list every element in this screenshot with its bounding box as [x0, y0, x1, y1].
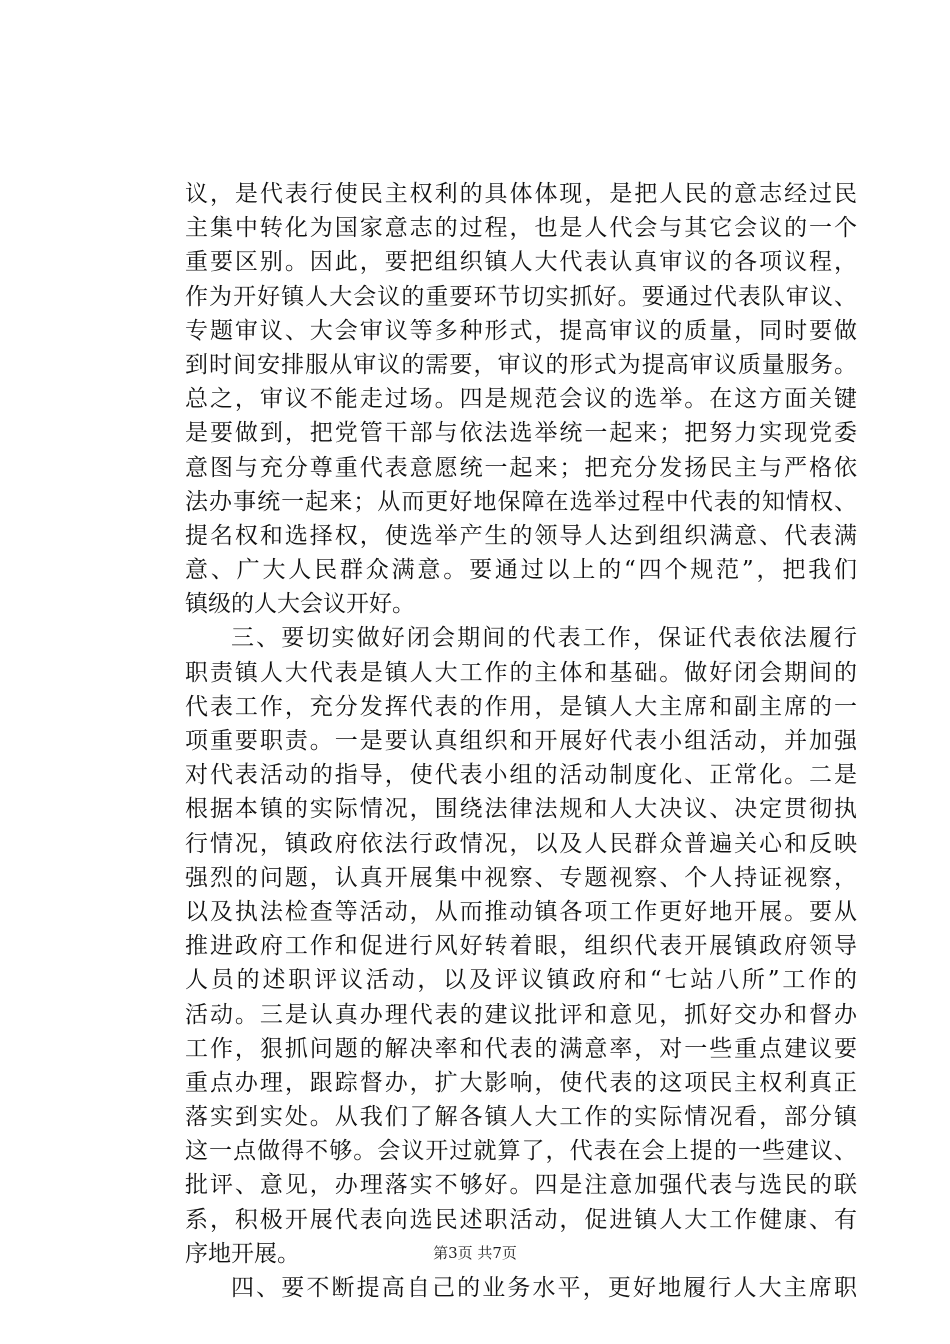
text-line: 代表工作，充分发挥代表的作用，是镇人大主席和副主席的一	[185, 693, 857, 720]
document-body	[185, 177, 857, 1305]
text-line: 根据本镇的实际情况，围绕法律法规和人大决议、决定贯彻执	[185, 796, 857, 823]
text-line: 工作，狠抓问题的解决率和代表的满意率，对一些重点建议要	[185, 1035, 857, 1062]
text-line: 到时间安排服从审议的需要，审议的形式为提高审议质量服务。	[185, 351, 857, 378]
text-line: 批评、意见，办理落实不够好。四是注意加强代表与选民的联	[185, 1172, 857, 1199]
text-line: 强烈的问题，认真开展集中视察、专题视察、个人持证视察，	[185, 864, 857, 891]
text-line: 这一点做得不够。会议开过就算了，代表在会上提的一些建议、	[185, 1138, 857, 1165]
paragraph-start-line: 三、要切实做好闭会期间的代表工作，保证代表依法履行	[231, 625, 857, 652]
text-line: 重点办理，跟踪督办，扩大影响，使代表的这项民主权利真正	[185, 1069, 857, 1096]
text-line: 系，积极开展代表向选民述职活动，促进镇人大工作健康、有	[185, 1206, 857, 1233]
paragraph-start-line: 四、要不断提高自己的业务水平，更好地履行人大主席职	[231, 1275, 857, 1301]
text-line: 意图与充分尊重代表意愿统一起来；把充分发扬民主与严格依	[185, 454, 857, 481]
text-line: 作为开好镇人大会议的重要环节切实抓好。要通过代表队审议、	[185, 283, 857, 310]
page-number-footer: 第3页 共7页	[433, 1244, 517, 1262]
text-line: 议，是代表行使民主权利的具体体现，是把人民的意志经过民	[185, 181, 857, 207]
text-line: 项重要职责。一是要认真组织和开展好代表小组活动，并加强	[185, 728, 857, 754]
text-line: 镇级的人大会议开好。	[185, 591, 415, 618]
text-line: 是要做到，把党管干部与依法选举统一起来；把努力实现党委	[185, 420, 857, 447]
text-line: 职责镇人大代表是镇人大工作的主体和基础。做好闭会期间的	[185, 659, 857, 686]
text-line: 提名权和选择权，使选举产生的领导人达到组织满意、代表满	[185, 522, 857, 549]
text-line: 意、广大人民群众满意。要通过以上的“四个规范”，把我们	[185, 557, 857, 584]
text-line: 行情况，镇政府依法行政情况，以及人民群众普遍关心和反映	[185, 830, 857, 857]
text-line: 对代表活动的指导，使代表小组的活动制度化、正常化。二是	[185, 762, 857, 789]
text-line: 主集中转化为国家意志的过程，也是人代会与其它会议的一个	[185, 215, 857, 242]
text-line: 活动。三是认真办理代表的建议批评和意见，抓好交办和督办	[185, 1001, 857, 1028]
text-line: 以及执法检查等活动，从而推动镇各项工作更好地开展。要从	[185, 898, 857, 925]
text-line: 重要区别。因此，要把组织镇人大代表认真审议的各项议程，	[185, 249, 857, 276]
text-line: 总之，审议不能走过场。四是规范会议的选举。在这方面关键	[185, 386, 857, 413]
text-line: 专题审议、大会审议等多种形式，提高审议的质量，同时要做	[185, 317, 857, 344]
text-line: 推进政府工作和促进行风好转着眼，组织代表开展镇政府领导	[185, 933, 857, 960]
text-line: 序地开展。	[185, 1240, 300, 1267]
text-line: 法办事统一起来；从而更好地保障在选举过程中代表的知情权、	[185, 488, 857, 515]
text-line: 落实到实处。从我们了解各镇人大工作的实际情况看，部分镇	[185, 1104, 857, 1131]
text-line: 人员的述职评议活动，以及评议镇政府和“七站八所”工作的	[185, 967, 857, 994]
